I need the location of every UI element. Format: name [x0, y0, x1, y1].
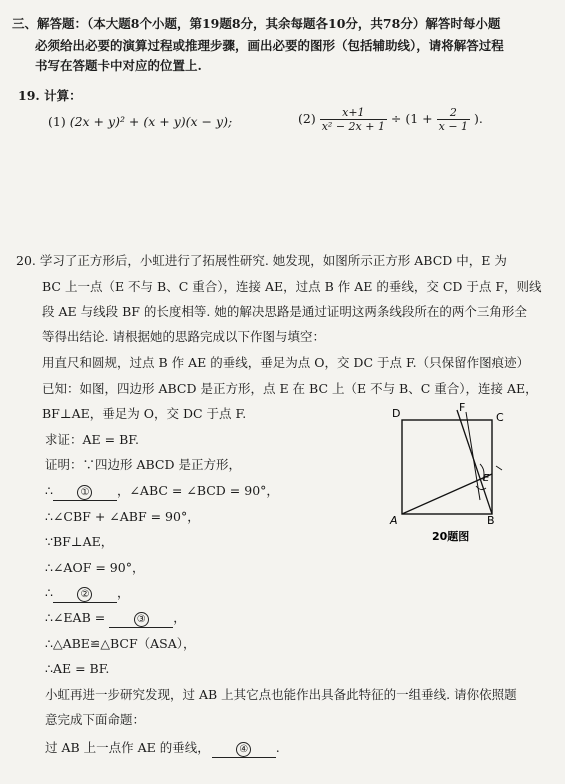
- q20-line-15-prefix: ∴∠EAB =: [45, 610, 106, 625]
- construction-tick: [496, 466, 502, 470]
- q20-line-1: 20. 学习了正方形后，小虹进行了拓展性研究. 她发现，如图所示正方形 ABCD 中，E 为: [16, 253, 507, 268]
- q19-title: 19. 计算：: [18, 88, 82, 103]
- q20-line-6: 已知：如图，四边形 ABCD 是正方形，点 E 在 BC 上（E 不与 B、C 重合），连接 AE，: [42, 381, 538, 396]
- section-header-line-2: 必须给出必要的演算过程或推理步骤，画出必要的图形（包括辅助线），请将解答过程: [35, 38, 504, 53]
- q20-line-15: [45, 610, 186, 628]
- answer-blank-4[interactable]: [212, 740, 276, 758]
- q19-part2-label: (2): [298, 111, 316, 126]
- label-a: A: [390, 514, 398, 527]
- answer-blank-2[interactable]: [53, 585, 117, 603]
- answer-blank-3[interactable]: [109, 610, 173, 628]
- q19-part2-middle: ÷ (1 +: [390, 111, 433, 126]
- q19-fraction-1-numerator: x+1: [320, 106, 387, 120]
- q19-fraction-1-denominator: x² − 2x + 1: [321, 120, 385, 133]
- q20-line-7: BF⊥AE，垂足为 O，交 DC 于点 F.: [42, 406, 247, 421]
- section-header-line-3: 书写在答题卡中对应的位置上.: [35, 58, 202, 73]
- section-header-line-1: 三、解答题：（本大题8个小题，第19题8分，其余每题各10分，共78分）解答时每小题: [12, 16, 501, 31]
- q20-line-10: [45, 483, 279, 501]
- q20-line-3: 段 AE 与线段 BF 的长度相等. 她的解决思路是通过证明这两条线段所在的两个三角形全: [42, 304, 527, 319]
- q20-line-17: ∴AE = BF.: [45, 661, 110, 676]
- segment-bf: [457, 410, 492, 514]
- q20-line-5: 用直尺和圆规，过点 B 作 AE 的垂线，垂足为点 O，交 DC 于点 F.（只保留作图痕迹）: [42, 355, 530, 370]
- q20-line-19: 意完成下面命题：: [45, 712, 146, 727]
- q19-part1-label: (1): [48, 114, 66, 129]
- q20-line-11: ∴∠CBF + ∠ABF = 90°，: [45, 509, 200, 524]
- q20-line-20-suffix: .: [275, 740, 280, 755]
- q19-fraction-2-numerator: 2: [437, 106, 470, 120]
- q20-line-14: [45, 585, 129, 603]
- square-abcd: [402, 420, 492, 514]
- q20-line-9: 证明：∵四边形 ABCD 是正方形，: [45, 457, 241, 472]
- construction-line: [466, 412, 480, 500]
- blank-1-marker: ①: [77, 485, 92, 500]
- q20-line-12: ∵BF⊥AE，: [45, 534, 114, 549]
- q19-fraction-2-denominator: x − 1: [438, 120, 469, 133]
- q20-line-20-prefix: 过 AB 上一点作 AE 的垂线，: [45, 740, 210, 755]
- q19-part1-expr: (2x + y)² + (x + y)(x − y);: [69, 114, 233, 129]
- label-d: D: [392, 407, 401, 420]
- q20-line-8: 求证：AE = BF.: [45, 432, 139, 447]
- q20-line-18: 小虹再进一步研究发现，过 AB 上其它点也能作出具备此特征的一组垂线. 请你依照题: [45, 687, 517, 702]
- label-e: E: [483, 473, 490, 484]
- q20-figure: [388, 400, 518, 560]
- q20-line-10-suffix: ，∠ABC = ∠BCD = 90°，: [116, 483, 279, 498]
- blank-4-marker: ④: [236, 742, 251, 757]
- blank-3-marker: ③: [134, 612, 149, 627]
- q20-line-10-prefix: ∴: [45, 483, 53, 498]
- q20-line-2: BC 上一点（E 不与 B、C 重合），连接 AE，过点 B 作 AE 的垂线，交 CD 于点 F，则线: [42, 279, 542, 294]
- q20-line-16: ∴△ABE≌△BCF（ASA），: [45, 636, 196, 651]
- q19-part1: [48, 114, 232, 130]
- label-c: C: [496, 411, 504, 424]
- label-f: F: [459, 401, 466, 414]
- answer-blank-1[interactable]: [53, 483, 117, 501]
- q19-fraction-1: [320, 106, 387, 133]
- q20-line-13: ∴∠AOF = 90°，: [45, 560, 145, 575]
- q20-line-14-prefix: ∴: [45, 585, 53, 600]
- q20-line-20: [45, 740, 280, 758]
- blank-2-marker: ②: [77, 587, 92, 602]
- figure-caption: 20题图: [432, 530, 470, 543]
- q20-line-14-suffix: ，: [116, 585, 130, 600]
- label-b: B: [487, 514, 495, 527]
- q20-line-15-suffix: ，: [173, 610, 186, 625]
- q19-fraction-2: [437, 106, 470, 133]
- segment-ae: [402, 474, 492, 514]
- q20-line-4: 等得出结论. 请根据她的思路完成以下作图与填空：: [42, 329, 325, 344]
- q19-part2: [298, 104, 483, 134]
- q19-part2-end: ).: [474, 111, 483, 126]
